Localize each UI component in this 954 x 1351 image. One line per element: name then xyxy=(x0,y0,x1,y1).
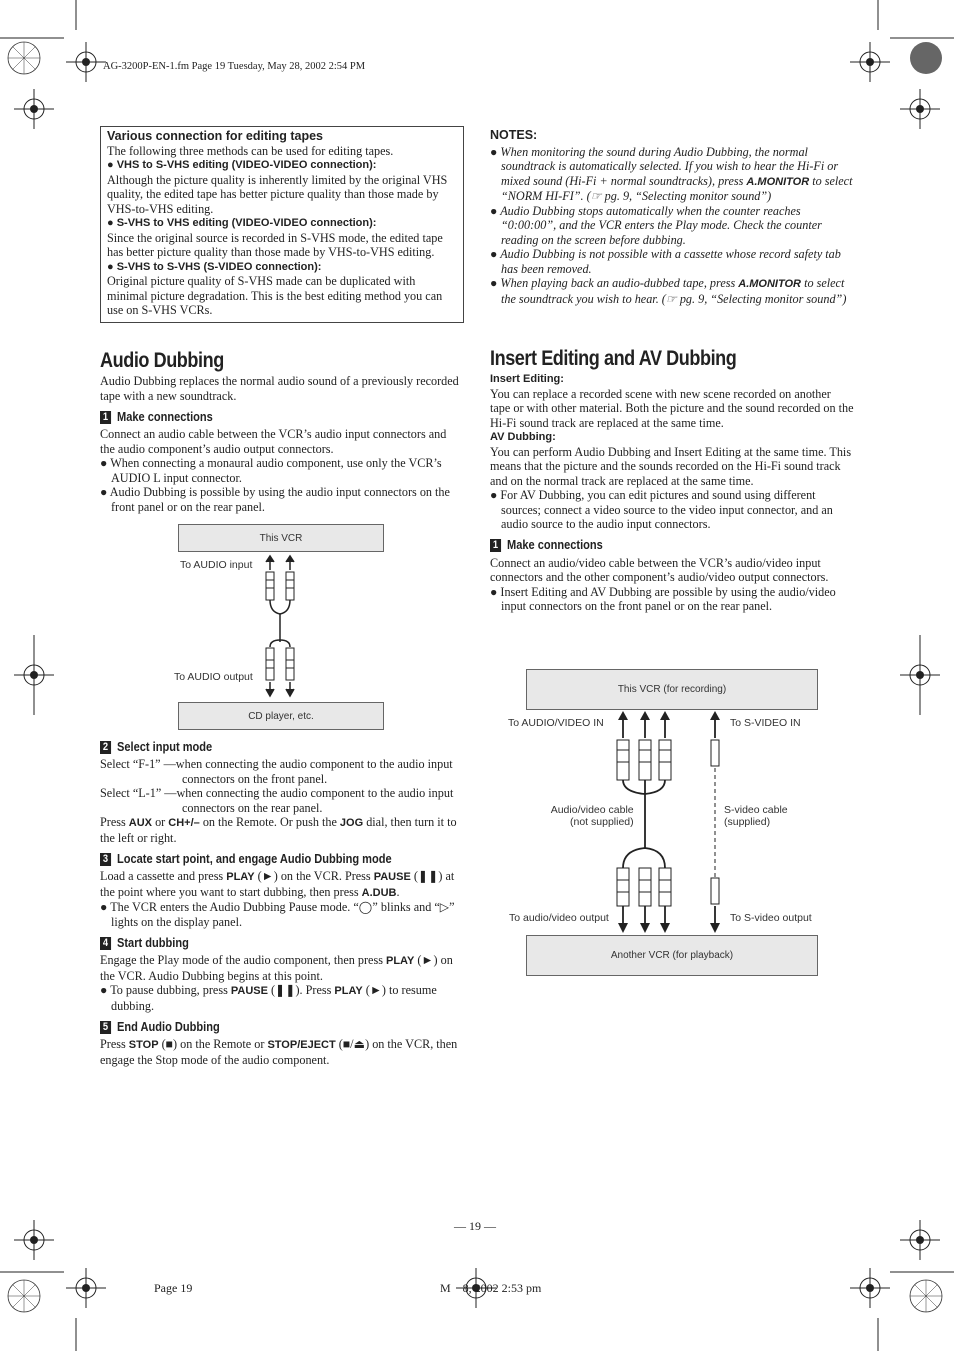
diagram-cd-player-box: CD player, etc. xyxy=(178,702,384,730)
step-3-heading: 3 Locate start point, and engage Audio Dubbing mode xyxy=(100,851,408,867)
box-item-2-text: Since the original source is recorded in S-VHS mode, the edited tape has better picture quality than those made by VHS-to-VHS editing. xyxy=(107,230,443,259)
av-dubbing-bullet: ● For AV Dubbing, you can edit pictures and sound using different sources; connect a video source to the video input connector, and an audio source to the audio input connectors. xyxy=(490,488,833,531)
box-item-1-head: ● VHS to S-VHS editing (VIDEO-VIDEO connection): xyxy=(107,159,377,171)
step-4-text: Engage the Play mode of the audio component, then press PLAY (►) on the VCR. Audio Dubbing begins at this point. xyxy=(100,953,453,983)
to-audio-video-output-label: To audio/video output xyxy=(509,912,609,924)
insert-editing-head: Insert Editing: xyxy=(490,373,564,385)
av-cable-label: Audio/video cable (not supplied) xyxy=(550,804,634,828)
step-1-heading: 1 Make connections xyxy=(100,409,408,425)
to-s-video-in-label: To S-VIDEO IN xyxy=(730,717,801,729)
box-intro: The following three methods can be used for editing tapes. xyxy=(107,143,394,158)
box-item-3-head: ● S-VHS to S-VHS (S-VIDEO connection): xyxy=(107,260,322,273)
step-4-heading: 4 Start dubbing xyxy=(100,935,408,951)
audio-dubbing-steps xyxy=(100,733,462,1067)
to-s-video-output-label: To S-video output xyxy=(730,912,812,924)
step-3-text: Load a cassette and press PLAY (►) on the VCR. Press PAUSE (❚❚) at the point where you want to start dubbing, then press A.DUB. xyxy=(100,869,455,899)
step-4-bullet: ● To pause dubbing, press PAUSE (❚❚). Press PLAY (►) to resume dubbing. xyxy=(100,983,437,1013)
av-dubbing-text: You can perform Audio Dubbing and Insert Editing at the same time. This means that the picture and the sounds recorded on the Hi-Fi sound track and on the normal track are replaced at the same time. xyxy=(490,444,852,488)
step-2-text: Press AUX or CH+/– on the Remote. Or push the JOG dial, then turn it to the left or right. xyxy=(100,815,457,845)
diagram-playback-vcr-box: Another VCR (for playback) xyxy=(526,935,818,976)
step-5-text: Press STOP (■) on the Remote or STOP/EJECT (■/⏏) on the VCR, then engage the Stop mode of the audio component. xyxy=(100,1037,458,1067)
diagram-this-vcr-box: This VCR xyxy=(178,524,384,552)
note-2: ● Audio Dubbing stops automatically when the counter reaches “0:00:00”, and the VCR enters the Play mode. Check the counter reading on the screen before dubbing. xyxy=(490,203,822,247)
audio-dubbing-section xyxy=(100,348,462,514)
insert-editing-section xyxy=(490,346,854,614)
note-1: ● When monitoring the sound during Audio Dubbing, the normal soundtrack is automatically selected. If you wish to hear the Hi-Fi or mixed sound (Hi-Fi + normal soundtracks), press A.MONITOR to select “NORM HI-FI”. (☞ pg. 9, “Selecting monitor sound”) xyxy=(490,144,853,203)
page-number: — 19 — xyxy=(454,1219,496,1233)
box-item-2-head: ● S-VHS to VHS editing (VIDEO-VIDEO connection): xyxy=(107,217,377,229)
box-title: Various connection for editing tapes xyxy=(107,129,324,143)
step-2-heading: 2 Select input mode xyxy=(100,739,408,755)
to-audio-input-label: To AUDIO input xyxy=(180,559,253,571)
step-5-heading: 5 End Audio Dubbing xyxy=(100,1019,408,1035)
ie-step-1-heading: 1 Make connections xyxy=(490,538,799,554)
step-2-line-1: Select “F-1” —when connecting the audio component to the audio input connectors on the front panel. xyxy=(100,757,453,786)
s-video-cable-label: S-video cable (supplied) xyxy=(724,804,788,828)
note-3: ● Audio Dubbing is not possible with a cassette whose record safety tab has been removed. xyxy=(490,247,841,276)
footer-date-stamp: M 8, 2002 2:53 pm xyxy=(440,1281,542,1295)
av-dubbing-head: AV Dubbing: xyxy=(490,431,556,443)
ie-step-1-text: Connect an audio/video cable between the VCR’s audio/video input connectors and the other component’s audio/video output connectors. xyxy=(490,555,829,584)
to-audio-video-in-label: To AUDIO/VIDEO IN xyxy=(508,717,604,729)
notes-title: NOTES: xyxy=(490,128,538,142)
audio-dubbing-title: Audio Dubbing xyxy=(100,349,224,372)
step-1-bullet-1: ● When connecting a monaural audio component, use only the VCR’s AUDIO L input connector. xyxy=(100,456,442,485)
ie-step-1-bullet: ● Insert Editing and AV Dubbing are possible by using the audio/video input connectors on the front panel or on the rear panel. xyxy=(490,584,836,613)
diagram-recording-vcr-box: This VCR (for recording) xyxy=(526,669,818,710)
av-cable-illustration xyxy=(605,708,735,936)
step-2-line-2: Select “L-1” —when connecting the audio component to the audio input connectors on the rear panel. xyxy=(100,786,454,815)
insert-editing-text: You can replace a recorded scene with new scene recorded on another tape or with other material. Both the picture and the sound recorded on the Hi-Fi sound track are replaced at the same time. xyxy=(490,386,854,430)
editing-methods-box xyxy=(100,126,464,323)
note-4: ● When playing back an audio-dubbed tape, press A.MONITOR to select the soundtrack you wish to hear. (☞ pg. 9, “Selecting monitor sound”) xyxy=(490,276,847,306)
box-item-1-text: Although the picture quality is inherently limited by the original VHS quality, the edited tape has better picture quality than those made by VHS-to-VHS editing. xyxy=(107,172,448,216)
file-info-header: AG-3200P-EN-1.fm Page 19 Tuesday, May 28, 2002 2:54 PM xyxy=(103,61,366,72)
audio-cable-illustration xyxy=(255,552,305,702)
step-1-text: Connect an audio cable between the VCR’s audio input connectors and the audio component’s audio output connectors. xyxy=(100,427,447,456)
step-3-bullet: ● The VCR enters the Audio Dubbing Pause mode. “◯” blinks and “▷” lights on the display panel. xyxy=(100,900,455,929)
insert-editing-title: Insert Editing and AV Dubbing xyxy=(490,347,737,370)
to-audio-output-label: To AUDIO output xyxy=(174,671,253,683)
step-1-bullet-2: ● Audio Dubbing is possible by using the audio input connectors on the front panel or on the rear panel. xyxy=(100,485,450,514)
footer-page-label: Page 19 xyxy=(154,1281,193,1295)
box-item-3-text: Original picture quality of S-VHS made can be duplicated with minimal picture degradation. This is the best editing method you can use on S-VHS VCRs. xyxy=(107,274,443,317)
audio-dubbing-intro: Audio Dubbing replaces the normal audio sound of a previously recorded tape with a new soundtrack. xyxy=(100,374,459,403)
notes-section xyxy=(490,128,854,306)
